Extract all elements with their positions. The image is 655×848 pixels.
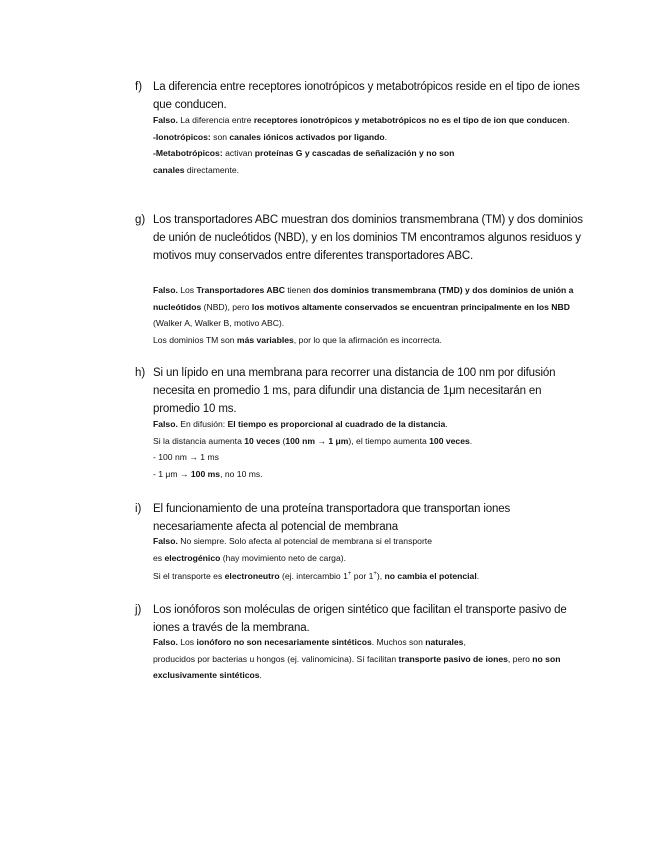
- item-letter: g): [135, 214, 146, 226]
- item-answer: [153, 634, 593, 684]
- answer-line: Los dominios TM son más variables, por lo que la afirmación es incorrecta.: [153, 334, 442, 345]
- item-question: La diferencia entre receptores ionotrópicos y metabotrópicos reside en el tipo de iones que conducen.: [153, 81, 580, 111]
- verdict: Falso.: [153, 285, 178, 295]
- answer-line: Falso. No siempre. Solo afecta al potencial de membrana si el transporte: [153, 536, 432, 546]
- item-answer: [153, 112, 593, 178]
- answer-line: -Ionotrópicos: son canales iónicos activados por ligando.: [153, 131, 388, 142]
- answer-line: es electrogénico (hay movimiento neto de carga).: [153, 552, 346, 563]
- verdict: Falso.: [153, 637, 178, 647]
- answer-line: - 1 μm → 100 ms, no 10 ms.: [153, 468, 263, 479]
- answer-line: Falso. Los ionóforo no son necesariamente sintéticos. Muchos son naturales,: [153, 637, 466, 647]
- answer-line: Falso. En difusión: El tiempo es proporcional al cuadrado de la distancia.: [153, 419, 448, 429]
- answer-line: canales directamente.: [153, 164, 240, 175]
- answer-line: Falso. Los Transportadores ABC tienen dos dominios transmembrana (TMD) y dos dominios de unión a nucleótidos (NBD), pero los motivos altamente conservados se encuentran principalmente en los NBD (Walker A, Walker B, motivo ABC).: [153, 285, 574, 328]
- answer-line: - 100 nm → 1 ms: [153, 452, 219, 462]
- item-letter: i): [135, 503, 142, 515]
- answer-line: -Metabotrópicos: activan proteínas G y cascadas de señalización y no son: [153, 148, 455, 158]
- item-letter: h): [135, 367, 146, 379]
- verdict: Falso.: [153, 115, 178, 125]
- answer-line: Falso. La diferencia entre receptores ionotrópicos y metabotrópicos no es el tipo de ion que conducen.: [153, 115, 570, 125]
- answer-line: producidos por bacterias u hongos (ej. valinomicina). Sí facilitan transporte pasivo de iones, pero no son exclusivamente sintéticos.: [153, 653, 561, 680]
- item-letter: f): [135, 81, 143, 93]
- answer-line: Si la distancia aumenta 10 veces (100 nm → 1 μm), el tiempo aumenta 100 veces.: [153, 435, 473, 446]
- verdict: Falso.: [153, 536, 178, 546]
- verdict: Falso.: [153, 419, 178, 429]
- item-question: Si un lípido en una membrana para recorrer una distancia de 100 nm por difusión necesita en promedio 1 ms, para difundir una distancia de 1μm necesitarán en promedio 10 ms.: [153, 367, 556, 415]
- item-question: Los ionóforos son moléculas de origen sintético que facilitan el transporte pasivo de iones a través de la membrana.: [153, 604, 567, 634]
- item-question: El funcionamiento de una proteína transportadora que transportan iones necesariamente afecta al potencial de membrana: [153, 503, 511, 533]
- item-answer: [153, 282, 593, 348]
- item-question: Los transportadores ABC muestran dos dominios transmembrana (TM) y dos dominios de unión de nucleótidos (NBD), y en los dominios TM encontramos algunos residuos y motivos muy conservados entre diferentes transportadores ABC.: [153, 214, 583, 262]
- item-letter: j): [135, 604, 142, 616]
- answer-line: Si el transporte es electroneutro (ej. intercambio 1+ por 1+), no cambia el potencial.: [153, 570, 480, 581]
- item-answer: [153, 533, 593, 584]
- item-answer: [153, 416, 593, 482]
